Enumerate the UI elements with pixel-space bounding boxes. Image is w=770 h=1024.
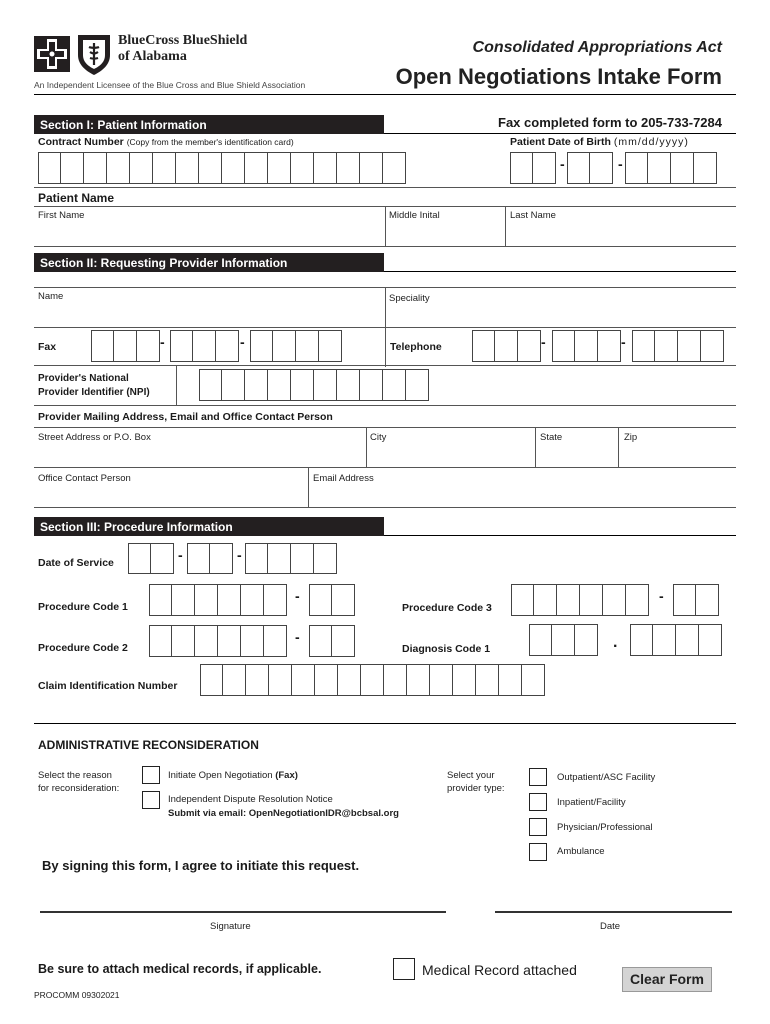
dos-separator: - xyxy=(178,547,183,563)
attach-records-note: Be sure to attach medical records, if applicable. xyxy=(38,962,322,976)
section-1-rule xyxy=(384,133,736,134)
dos-month-input[interactable] xyxy=(128,543,174,574)
procedure-code-3-label: Procedure Code 3 xyxy=(402,602,492,614)
telephone-separator: - xyxy=(621,334,626,350)
telephone-label: Telephone xyxy=(390,341,442,353)
dob-month-input[interactable] xyxy=(510,152,556,184)
procedure-code-1-input[interactable] xyxy=(149,584,287,616)
telephone-line-input[interactable] xyxy=(632,330,724,362)
section-3-rule xyxy=(384,535,736,536)
signature-line[interactable] xyxy=(40,911,446,913)
section-2-rule xyxy=(384,271,736,272)
brand-name: BlueCross BlueShield xyxy=(118,33,248,48)
procedure-code-3-modifier[interactable] xyxy=(673,584,719,616)
ambulance-checkbox[interactable] xyxy=(529,843,547,861)
section-3-heading: Section III: Procedure Information xyxy=(34,517,384,536)
procedure-code-3-input[interactable] xyxy=(511,584,649,616)
admin-divider xyxy=(34,723,736,724)
dob-separator: - xyxy=(560,156,565,172)
physician-checkbox[interactable] xyxy=(529,818,547,836)
date-of-service-label: Date of Service xyxy=(38,557,114,569)
divider xyxy=(34,507,736,508)
divider xyxy=(34,246,736,247)
email-label: Email Address xyxy=(313,473,374,484)
blue-shield-icon xyxy=(76,32,112,76)
diagnosis-code-1-suffix[interactable] xyxy=(630,624,722,656)
fax-note: Fax completed form to 205-733-7284 xyxy=(498,115,722,130)
telephone-prefix-input[interactable] xyxy=(552,330,621,362)
provider-type-label-line1: Select your xyxy=(447,770,495,781)
date-label: Date xyxy=(600,921,621,932)
diagnosis-decimal: . xyxy=(613,634,618,651)
proc2-separator: - xyxy=(295,629,300,645)
dos-day-input[interactable] xyxy=(187,543,233,574)
npi-label-line2: Provider Identifier (NPI) xyxy=(38,387,150,398)
initiate-negotiation-checkbox[interactable] xyxy=(142,766,160,784)
fax-separator: - xyxy=(240,334,245,350)
clear-form-button[interactable]: Clear Form xyxy=(622,967,712,992)
page-title: Open Negotiations Intake Form xyxy=(395,64,722,89)
patient-name-heading: Patient Name xyxy=(38,191,115,205)
idr-email-note: Submit via email: OpenNegotiationIDR@bcbsal.org xyxy=(168,808,399,819)
office-contact-field[interactable] xyxy=(34,467,308,507)
state-field[interactable] xyxy=(536,427,618,467)
procedure-code-2-modifier[interactable] xyxy=(309,625,355,657)
divider xyxy=(176,365,177,405)
npi-input[interactable] xyxy=(199,369,429,401)
street-label: Street Address or P.O. Box xyxy=(38,432,151,443)
fax-line-input[interactable] xyxy=(250,330,342,362)
section-2-heading: Section II: Requesting Provider Information xyxy=(34,253,384,272)
contract-number-label: Contract Number (Copy from the member's identification card) xyxy=(38,136,294,148)
dos-separator: - xyxy=(237,547,242,563)
reason-label-line2: for reconsideration: xyxy=(38,783,120,794)
inpatient-label: Inpatient/Facility xyxy=(557,797,626,808)
procedure-code-1-modifier[interactable] xyxy=(309,584,355,616)
city-label: City xyxy=(370,432,387,443)
divider xyxy=(34,405,736,406)
divider xyxy=(34,187,736,188)
dob-day-input[interactable] xyxy=(567,152,613,184)
procedure-code-2-input[interactable] xyxy=(149,625,287,657)
office-contact-label: Office Contact Person xyxy=(38,473,131,484)
middle-initial-field[interactable] xyxy=(386,206,505,246)
email-field[interactable] xyxy=(309,467,736,507)
diagnosis-code-1-input[interactable] xyxy=(529,624,598,656)
first-name-label: First Name xyxy=(38,210,85,221)
idr-notice-label: Independent Dispute Resolution Notice xyxy=(168,794,333,805)
provider-name-label: Name xyxy=(38,291,64,302)
contract-number-input[interactable] xyxy=(38,152,406,184)
agreement-text: By signing this form, I agree to initiate this request. xyxy=(42,858,360,873)
divider xyxy=(34,365,736,366)
medical-record-checkbox[interactable] xyxy=(393,958,415,980)
form-code: PROCOMM 09302021 xyxy=(34,990,120,1000)
signature-label: Signature xyxy=(210,921,251,932)
provider-type-label-line2: provider type: xyxy=(447,783,505,794)
middle-initial-label: Middle Inital xyxy=(389,210,440,221)
dob-year-input[interactable] xyxy=(625,152,717,184)
proc1-separator: - xyxy=(295,588,300,604)
brand-region: of Alabama xyxy=(118,49,187,64)
licensee-text: An Independent Licensee of the Blue Cross and Blue Shield Association xyxy=(34,80,306,90)
section-1-heading: Section I: Patient Information xyxy=(34,115,384,134)
speciality-field[interactable] xyxy=(386,287,736,327)
date-line[interactable] xyxy=(495,911,732,913)
outpatient-label: Outpatient/ASC Facility xyxy=(557,772,656,783)
last-name-label: Last Name xyxy=(510,210,556,221)
medical-record-label: Medical Record attached xyxy=(422,962,577,978)
act-title: Consolidated Appropriations Act xyxy=(472,39,722,56)
last-name-field[interactable] xyxy=(506,206,736,246)
proc3-separator: - xyxy=(659,588,664,604)
physician-label: Physician/Professional xyxy=(557,822,653,833)
ambulance-label: Ambulance xyxy=(557,846,605,857)
telephone-separator: - xyxy=(541,334,546,350)
reason-label-line1: Select the reason xyxy=(38,770,112,781)
fax-prefix-input[interactable] xyxy=(170,330,239,362)
procedure-code-2-label: Procedure Code 2 xyxy=(38,642,128,654)
claim-id-input[interactable] xyxy=(200,664,545,696)
blue-cross-icon xyxy=(34,34,70,74)
divider xyxy=(34,327,736,328)
city-field[interactable] xyxy=(367,427,535,467)
speciality-label: Speciality xyxy=(389,293,430,304)
mailing-heading: Provider Mailing Address, Email and Office Contact Person xyxy=(38,411,333,423)
claim-id-label: Claim Identification Number xyxy=(38,680,178,692)
first-name-field[interactable] xyxy=(34,206,385,246)
admin-heading: ADMINISTRATIVE RECONSIDERATION xyxy=(38,738,259,752)
idr-notice-checkbox[interactable] xyxy=(142,791,160,809)
state-label: State xyxy=(540,432,563,443)
zip-field[interactable] xyxy=(619,427,736,467)
inpatient-checkbox[interactable] xyxy=(529,793,547,811)
dos-year-input[interactable] xyxy=(245,543,337,574)
divider xyxy=(34,287,736,288)
header-divider xyxy=(34,94,736,95)
outpatient-checkbox[interactable] xyxy=(529,768,547,786)
telephone-area-input[interactable] xyxy=(472,330,541,362)
zip-label: Zip xyxy=(624,432,638,443)
npi-label-line1: Provider's National xyxy=(38,373,129,384)
fax-separator: - xyxy=(160,334,165,350)
fax-label: Fax xyxy=(38,341,57,353)
diagnosis-code-1-label: Diagnosis Code 1 xyxy=(402,643,491,655)
procedure-code-1-label: Procedure Code 1 xyxy=(38,601,128,613)
dob-label: Patient Date of Birth (mm/dd/yyyy) xyxy=(510,136,689,148)
dob-separator: - xyxy=(618,156,623,172)
street-field[interactable] xyxy=(34,427,366,467)
initiate-negotiation-label: Initiate Open Negotiation (Fax) xyxy=(168,770,298,781)
provider-name-field[interactable] xyxy=(34,287,384,327)
fax-area-input[interactable] xyxy=(91,330,160,362)
